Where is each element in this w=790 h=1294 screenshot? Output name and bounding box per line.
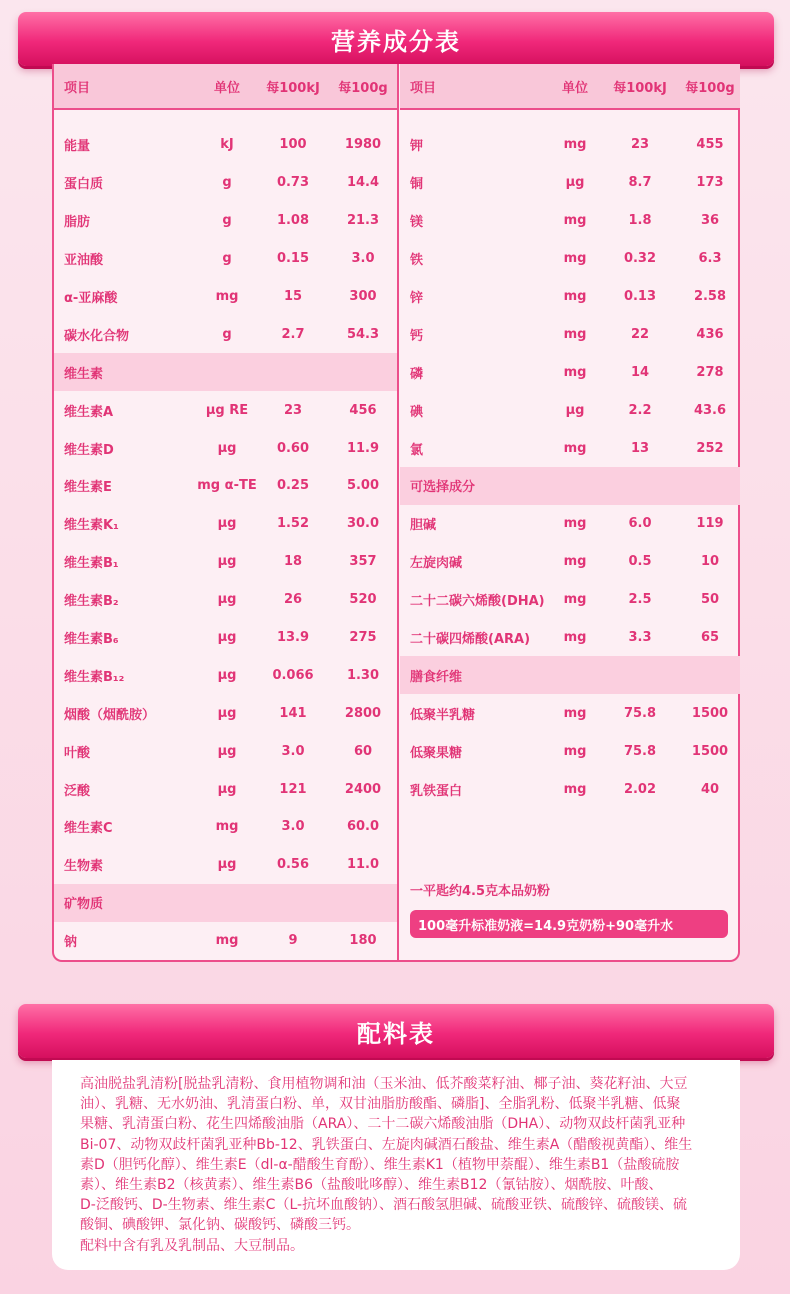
value-per100kj: 0.15	[276, 251, 310, 267]
nutrient-name: 维生素C	[64, 821, 113, 837]
nutrition-table-right	[400, 64, 740, 934]
nutrient-unit: μg	[217, 630, 237, 646]
section-header-row	[54, 884, 398, 922]
table-row	[54, 732, 398, 770]
value-per100g: 1980	[344, 137, 382, 153]
nutrition-title: 营养成分表	[331, 27, 461, 56]
table-row	[54, 770, 398, 808]
nutrient-name: 锌	[410, 291, 424, 306]
column-divider	[397, 64, 399, 960]
value-per100kj: 1.8	[628, 213, 652, 229]
value-per100g: 456	[349, 402, 377, 418]
value-per100kj: 13	[630, 440, 650, 456]
ingredients-line: Bi-07、动物双歧杆菌乳亚种Bb-12、乳铁蛋白、左旋肉碱酒石酸盐、维生素A（醋酸视黄酯）、维生	[80, 1136, 693, 1153]
nutrient-unit: mg	[563, 326, 587, 342]
header-per100kj: 每100kJ	[613, 80, 667, 96]
nutrient-name: 生物素	[64, 859, 104, 875]
table-row	[54, 922, 398, 960]
nutrient-name: 碘	[410, 404, 424, 420]
table-row	[54, 391, 398, 429]
value-per100kj: 0.73	[276, 175, 310, 191]
table-row	[54, 278, 398, 316]
ingredients-text	[52, 1060, 740, 1270]
value-per100kj: 2.02	[623, 781, 657, 797]
nutrient-unit: kJ	[220, 137, 234, 153]
table-row	[54, 315, 398, 353]
nutrient-name: 钠	[64, 935, 78, 951]
nutrition-table	[52, 64, 740, 962]
nutrient-unit: mg	[563, 516, 587, 532]
value-per100g: 60	[353, 743, 373, 759]
ingredients-line: 素D（胆钙化醇）、维生素E（dl-α-醋酸生育酚）、维生素K1（植物甲萘醌）、维生素B1（盐酸硫胺	[80, 1156, 680, 1173]
section-label: 维生素	[64, 366, 104, 382]
value-per100kj: 75.8	[623, 743, 657, 759]
ingredients-line: 酸铜、碘酸钾、氯化钠、碳酸钙、磷酸三钙。	[80, 1217, 360, 1234]
ingredients-line: 配料中含有乳及乳制品、大豆制品。	[80, 1237, 304, 1254]
value-per100g: 60.0	[346, 819, 380, 835]
value-per100g: 1500	[691, 705, 729, 721]
header-per100kj: 每100kJ	[266, 80, 320, 96]
scoop-note: 一平匙约4.5克本品奶粉	[410, 884, 551, 899]
table-row	[400, 505, 740, 543]
nutrient-unit: mg	[563, 289, 587, 304]
value-per100g: 520	[349, 592, 377, 608]
value-per100kj: 23	[283, 402, 303, 418]
left-rows	[54, 126, 398, 960]
nutrient-name: 胆碱	[410, 518, 437, 534]
nutrient-unit: mg	[563, 705, 587, 721]
ingredients-line: D-泛酸钙、D-生物素、维生素C（L-抗坏血酸钠）、酒石酸氢胆碱、硫酸亚铁、硫酸锌、硫酸镁、硫	[80, 1197, 688, 1214]
nutrient-unit: mg	[215, 819, 239, 835]
value-per100g: 14.4	[346, 175, 380, 191]
nutrient-name: 钙	[410, 328, 424, 344]
table-row	[54, 202, 398, 240]
nutrient-name: 二十碳四烯酸(ARA)	[410, 632, 531, 648]
nutrient-unit: g	[222, 251, 232, 267]
value-per100kj: 15	[283, 289, 303, 304]
value-per100kj: 3.0	[281, 743, 305, 759]
table-row	[54, 164, 398, 202]
nutrient-unit: μg	[217, 743, 237, 759]
value-per100g: 50	[700, 592, 720, 608]
table-header-left	[54, 64, 398, 110]
nutrient-unit: μg	[217, 705, 237, 721]
value-per100kj: 6.0	[628, 516, 652, 532]
value-per100kj: 23	[630, 137, 650, 153]
table-row	[54, 846, 398, 884]
value-per100kj: 0.066	[272, 667, 314, 683]
nutrient-unit: μg	[217, 440, 237, 456]
nutrient-name: 泛酸	[64, 783, 91, 799]
value-per100kj: 1.08	[276, 213, 310, 229]
value-per100kj: 22	[630, 326, 650, 342]
value-per100kj: 100	[279, 137, 307, 153]
table-row	[400, 353, 740, 391]
value-per100g: 30.0	[346, 516, 380, 532]
value-per100g: 436	[696, 326, 724, 342]
table-row	[400, 202, 740, 240]
header-item: 项目	[410, 80, 437, 96]
table-row	[400, 278, 740, 316]
value-per100kj: 1.52	[276, 516, 310, 532]
table-row	[400, 543, 740, 581]
nutrient-unit: μg	[217, 516, 237, 532]
nutrition-title-banner	[18, 12, 774, 66]
value-per100kj: 26	[283, 592, 303, 608]
table-row	[400, 126, 740, 164]
section-label: 矿物质	[64, 897, 104, 913]
value-per100g: 173	[696, 175, 724, 191]
right-rows	[400, 126, 740, 808]
header-unit: 单位	[561, 80, 588, 96]
nutrient-name: 维生素B₂	[64, 594, 119, 610]
nutrient-name: 乳铁蛋白	[410, 783, 463, 799]
nutrient-name: 烟酸（烟酰胺）	[64, 707, 156, 723]
nutrient-unit: mg	[563, 440, 587, 456]
section-header-row	[54, 353, 398, 391]
nutrient-name: 低聚半乳糖	[410, 707, 476, 723]
ingredients-line: 高油脱盐乳清粉[脱盐乳清粉、食用植物调和油（玉米油、低芥酸菜籽油、椰子油、葵花籽油、大豆	[80, 1076, 688, 1092]
nutrient-unit: g	[222, 175, 232, 191]
nutrient-unit: mg	[563, 781, 587, 797]
header-item: 项目	[64, 80, 91, 96]
table-row	[54, 126, 398, 164]
value-per100kj: 2.7	[281, 326, 305, 342]
value-per100kj: 3.3	[628, 630, 652, 646]
nutrient-unit: μg	[565, 175, 585, 191]
nutrient-unit: μg	[217, 667, 237, 683]
mixing-note: 100毫升标准奶液=14.9克奶粉+90毫升水	[418, 918, 674, 934]
value-per100g: 455	[696, 137, 724, 153]
value-per100g: 357	[349, 554, 377, 570]
ingredients-line: 油）、乳糖、无水奶油、乳清蛋白粉、单，双甘油脂肪酸酯、磷脂]、全脂乳粉、低聚半乳糖、低聚	[80, 1096, 681, 1113]
value-per100kj: 0.13	[623, 289, 657, 304]
nutrient-name: 能量	[64, 139, 91, 155]
nutrient-name: 维生素E	[64, 480, 112, 496]
section-label: 可选择成分	[410, 480, 476, 496]
table-row	[54, 505, 398, 543]
table-row	[400, 315, 740, 353]
value-per100kj: 0.32	[623, 251, 657, 267]
value-per100g: 119	[696, 516, 724, 532]
nutrient-unit: mg	[215, 933, 239, 949]
value-per100g: 2400	[344, 781, 382, 797]
value-per100g: 2.58	[693, 289, 727, 304]
value-per100kj: 3.0	[281, 819, 305, 835]
nutrient-name: 二十二碳六烯酸(DHA)	[410, 594, 545, 610]
value-per100g: 2800	[344, 705, 382, 721]
table-row	[400, 429, 740, 467]
nutrient-name: 维生素A	[64, 404, 114, 420]
value-per100g: 6.3	[698, 251, 722, 267]
nutrient-unit: mg	[563, 743, 587, 759]
nutrient-unit: g	[222, 213, 232, 229]
value-per100g: 5.00	[346, 478, 380, 494]
table-row	[400, 581, 740, 619]
value-per100g: 300	[349, 289, 377, 304]
table-row	[400, 619, 740, 657]
ingredients-title-banner	[18, 1004, 774, 1058]
value-per100g: 278	[696, 364, 724, 380]
nutrient-unit: mg	[563, 137, 587, 153]
nutrient-name: 蛋白质	[64, 177, 104, 193]
nutrient-unit: mg	[563, 364, 587, 380]
nutrient-unit: μg	[217, 554, 237, 570]
value-per100g: 3.0	[351, 251, 375, 267]
value-per100g: 252	[696, 440, 724, 456]
section-label: 膳食纤维	[410, 669, 463, 685]
nutrient-unit: μg	[217, 857, 237, 873]
header-per100g: 每100g	[338, 80, 388, 96]
nutrient-unit: mg	[563, 251, 587, 267]
nutrient-name: 氯	[410, 442, 424, 458]
table-row	[54, 543, 398, 581]
nutrient-unit: mg	[563, 592, 587, 608]
nutrient-name: 镁	[410, 215, 424, 231]
nutrient-name: 亚油酸	[64, 253, 104, 269]
value-per100kj: 18	[283, 554, 303, 570]
nutrient-unit: mg α-TE	[197, 478, 257, 494]
value-per100g: 10	[700, 554, 720, 570]
nutrient-name: 维生素B₆	[64, 632, 119, 648]
nutrient-name: 碳水化合物	[64, 328, 130, 344]
value-per100g: 11.0	[346, 857, 380, 873]
value-per100kj: 9	[288, 933, 298, 949]
table-row	[54, 808, 398, 846]
section-header-row	[400, 656, 740, 694]
header-unit: 单位	[213, 80, 240, 96]
table-row	[400, 732, 740, 770]
nutrient-unit: mg	[215, 289, 239, 304]
ingredients-line: 素）、维生素B2（核黄素）、维生素B6（盐酸吡哆醇）、维生素B12（氰钴胺）、烟酰胺、叶酸、	[80, 1177, 663, 1194]
nutrient-name: 叶酸	[64, 745, 91, 761]
nutrient-name: 磷	[410, 366, 424, 382]
nutrient-unit: μg	[217, 592, 237, 608]
nutrient-name: α-亚麻酸	[64, 291, 118, 306]
table-row	[54, 467, 398, 505]
nutrient-name: 维生素B₁	[64, 556, 119, 572]
nutrient-unit: mg	[563, 213, 587, 229]
nutrient-unit: μg RE	[205, 402, 249, 418]
nutrient-name: 维生素K₁	[64, 518, 119, 534]
mixing-note-badge	[410, 910, 728, 938]
nutrient-name: 脂肪	[64, 215, 91, 231]
value-per100g: 43.6	[693, 402, 727, 418]
header-per100g: 每100g	[685, 80, 735, 96]
value-per100g: 40	[700, 781, 720, 797]
section-header-row	[400, 467, 740, 505]
nutrient-unit: mg	[563, 630, 587, 646]
ingredients-line: 果糖、乳清蛋白粉、花生四烯酸油脂（ARA）、二十二碳六烯酸油脂（DHA）、动物双歧杆菌乳亚种	[80, 1116, 686, 1133]
value-per100kj: 0.60	[276, 440, 310, 456]
table-row	[54, 694, 398, 732]
table-row	[54, 429, 398, 467]
value-per100kj: 2.2	[628, 402, 652, 418]
nutrient-name: 钾	[410, 139, 424, 155]
ingredients-lines	[80, 1074, 724, 1256]
value-per100kj: 141	[279, 705, 307, 721]
value-per100kj: 13.9	[276, 630, 310, 646]
ingredients-title: 配料表	[357, 1019, 435, 1048]
value-per100g: 36	[700, 213, 720, 229]
value-per100kj: 75.8	[623, 705, 657, 721]
value-per100kj: 121	[279, 781, 307, 797]
nutrient-unit: μg	[565, 402, 585, 418]
table-row	[54, 240, 398, 278]
table-row	[54, 619, 398, 657]
value-per100g: 180	[349, 933, 377, 949]
nutrient-name: 铁	[410, 253, 424, 269]
nutrient-name: 左旋肉碱	[410, 556, 463, 572]
nutrient-name: 低聚果糖	[410, 745, 463, 761]
nutrient-unit: g	[222, 326, 232, 342]
value-per100kj: 0.5	[628, 554, 652, 570]
nutrient-name: 铜	[410, 177, 424, 193]
value-per100g: 1.30	[346, 667, 380, 683]
nutrition-table-left	[54, 64, 398, 960]
table-header-right	[400, 64, 740, 110]
table-row	[400, 391, 740, 429]
table-row	[400, 694, 740, 732]
table-row	[54, 656, 398, 694]
value-per100g: 275	[349, 630, 377, 646]
value-per100g: 21.3	[346, 213, 380, 229]
value-per100g: 1500	[691, 743, 729, 759]
value-per100g: 11.9	[346, 440, 380, 456]
value-per100kj: 2.5	[628, 592, 652, 608]
table-row	[400, 164, 740, 202]
table-row	[400, 770, 740, 808]
nutrient-unit: mg	[563, 554, 587, 570]
value-per100kj: 8.7	[628, 175, 652, 191]
table-row	[400, 240, 740, 278]
value-per100g: 65	[700, 630, 720, 646]
value-per100kj: 0.25	[276, 478, 310, 494]
value-per100g: 54.3	[346, 326, 380, 342]
nutrient-name: 维生素B₁₂	[64, 669, 125, 685]
value-per100kj: 14	[630, 364, 650, 380]
nutrient-name: 维生素D	[64, 442, 114, 458]
value-per100kj: 0.56	[276, 857, 310, 873]
table-row	[54, 581, 398, 619]
nutrient-unit: μg	[217, 781, 237, 797]
